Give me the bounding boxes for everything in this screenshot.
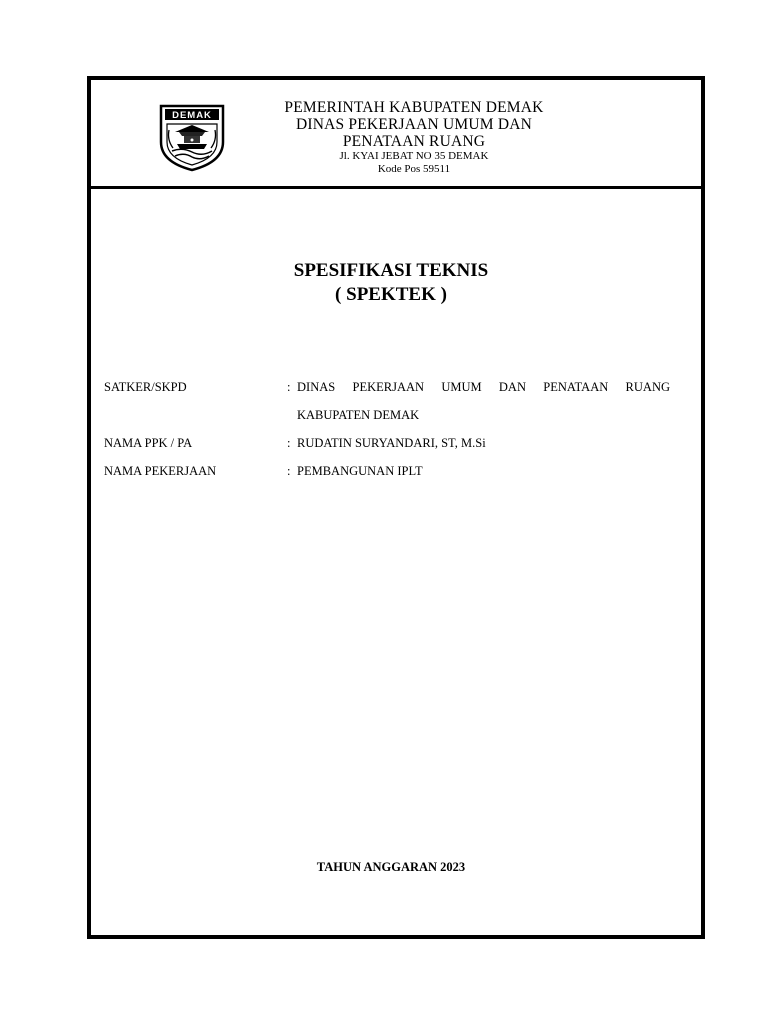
title-main: SPESIFIKASI TEKNIS: [293, 260, 489, 281]
info-row-ppk: [104, 429, 669, 457]
pekerjaan-value: PEMBANGUNAN IPLT: [297, 464, 423, 478]
pekerjaan-label: NAMA PEKERJAAN: [104, 464, 217, 478]
satker-label: SATKER/SKPD: [104, 380, 187, 394]
ppk-label: NAMA PPK / PA: [104, 436, 193, 450]
demak-emblem-logo: [157, 102, 227, 172]
info-row-satker: [104, 373, 669, 401]
satker-value-line1: DINAS PEKERJAAN UMUM DAN PENATAAN RUANG: [297, 380, 670, 394]
colon: :: [287, 380, 291, 394]
agency-name-line2: PENATAAN RUANG: [342, 133, 486, 150]
info-row-pekerjaan: [104, 457, 669, 485]
colon: :: [287, 436, 291, 450]
fiscal-year: TAHUN ANGGARAN 2023: [316, 860, 466, 874]
ppk-value: RUDATIN SURYANDARI, ST, M.Si: [297, 436, 486, 450]
letterhead: [91, 80, 701, 189]
address: Jl. KYAI JEBAT NO 35 DEMAK: [339, 150, 489, 162]
title-sub: ( SPEKTEK ): [335, 284, 447, 305]
document-title: [91, 259, 691, 307]
postal-code: Kode Pos 59511: [377, 162, 451, 175]
info-table: [104, 373, 669, 485]
government-name: PEMERINTAH KABUPATEN DEMAK: [284, 99, 544, 116]
document-frame: [87, 76, 705, 939]
letterhead-text: [241, 99, 587, 175]
agency-name-line1: DINAS PEKERJAAN UMUM DAN: [295, 116, 533, 133]
colon: :: [287, 464, 291, 478]
satker-value-line2: KABUPATEN DEMAK: [297, 408, 420, 422]
logo-text: DEMAK: [172, 110, 212, 121]
info-row-satker-cont: [104, 401, 669, 429]
